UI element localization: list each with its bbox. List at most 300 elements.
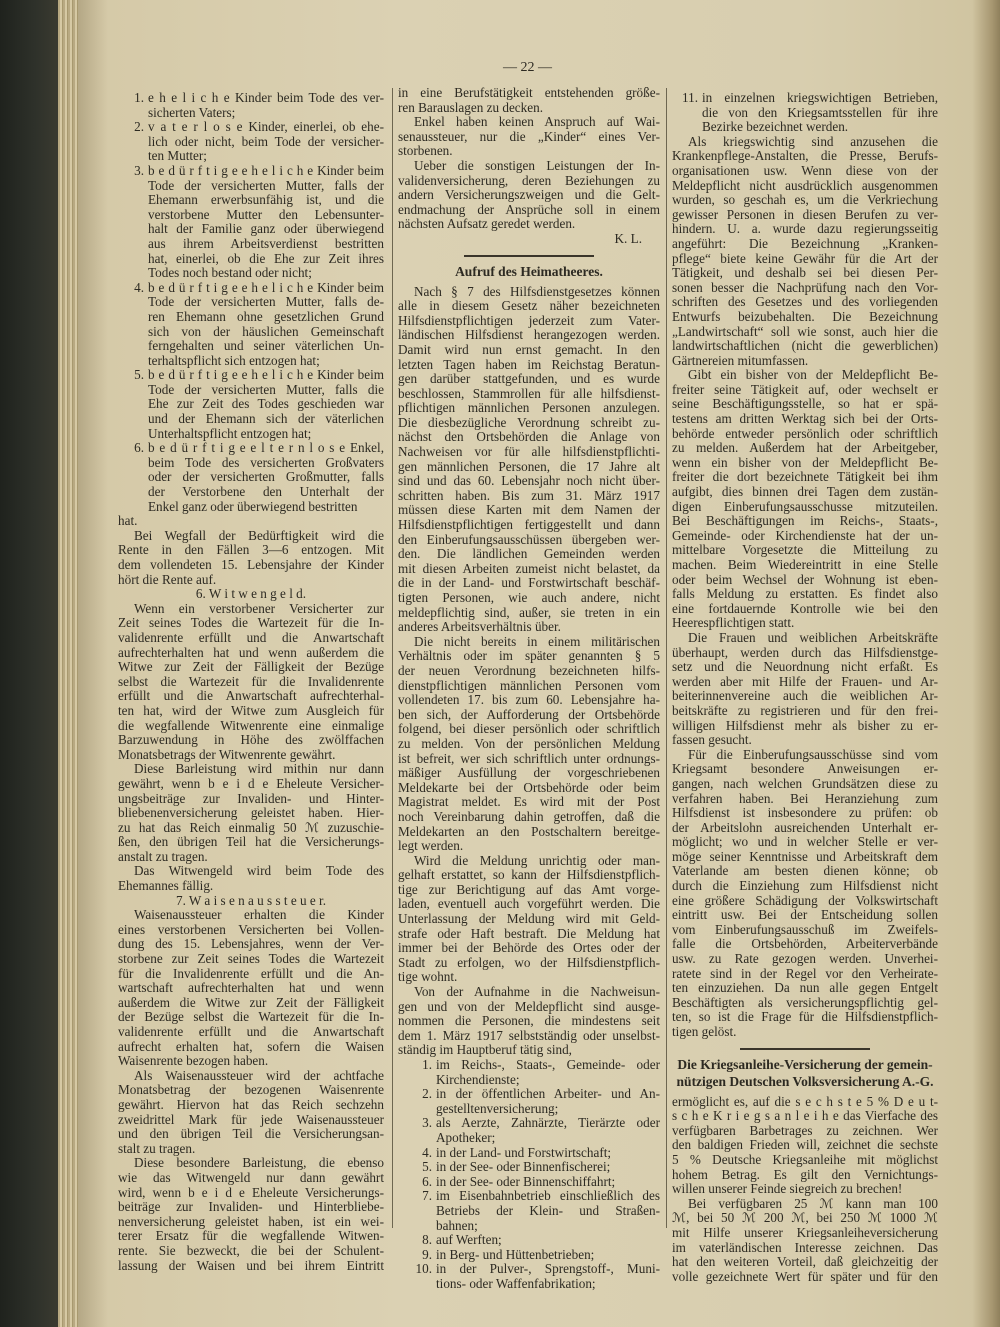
text-line: zweidrittel Mark für jede Waisenaussteuer	[118, 1111, 384, 1127]
text-line: tige wohnt.	[398, 969, 458, 985]
text-line: Vaterlande am besten dienen könne; ob	[672, 863, 938, 879]
text-line: ben sich, der Aufforderung der Ortsbehörde	[398, 706, 660, 722]
text-line: ermöglicht es, auf die s e c h s t e 5 % D e u t-	[672, 1093, 938, 1109]
list-item	[398, 1087, 660, 1116]
paragraph	[398, 635, 660, 854]
text-line: nenversicherung geleistet haben, ist ein wei-	[118, 1213, 384, 1229]
column-divider	[666, 88, 667, 1228]
section-heading: Aufruf des Heimatheeres.	[455, 263, 603, 279]
text-line: Meldekarte bei der Ortsbehörde oder beim	[398, 779, 660, 795]
text-line: mäßiger Ausfüllung der vorgeschriebenen	[398, 765, 660, 781]
text-line: oder beim Wechsel der Wohnung ist eben-	[672, 571, 938, 587]
text-line: laden, eventuell auch vorgeführt werden. Die	[398, 896, 660, 912]
text-line: Enkel ganz oder überwiegend bestritten	[148, 498, 358, 514]
text-line: aus ihrem Arbeitsverdienst bestritten	[148, 235, 384, 251]
list-item-text	[148, 164, 384, 281]
text-line: Ehe zur Zeit des Todes geschieden war	[148, 396, 384, 412]
text-line: schriften des Gesetzes und des vorliegenden	[672, 294, 938, 310]
list-item	[118, 120, 384, 164]
text-line: tigen gelöst.	[672, 1024, 737, 1039]
text-line: werden aber mit Hilfe der Frauen- und Ar-	[672, 673, 938, 689]
text-line: Waisenrente bezogen haben.	[118, 1053, 269, 1069]
text-line: bliebenenversicherung geleistet haben. Hier-	[118, 805, 384, 821]
list-number: 5.	[422, 1159, 432, 1175]
list-item	[118, 441, 384, 514]
gutter-shadow	[78, 0, 108, 1327]
text-line: volle gezeichnete Wert für später und für den	[672, 1268, 938, 1284]
paragraph	[672, 631, 938, 748]
book-binding	[0, 0, 58, 1327]
text-line: terhaltspflicht sich entzogen hat;	[148, 352, 320, 368]
text-line: Die nicht bereits in einem militärischen	[414, 633, 660, 649]
text-line: Hilfsdienst ist insbesondere zu prüfen: ob	[672, 805, 938, 821]
text-line: b e d ü r f t i g e e h e l i c h e Kinder beim	[148, 162, 384, 178]
list-item-text	[148, 281, 384, 369]
text-line: ländischen Hilfsdienst herangezogen werden.	[398, 327, 660, 343]
text-line: terer Ersatz für die wegfallende Witwen-	[118, 1228, 384, 1244]
text-line: möge seiner Kenntnisse und Arbeitskraft dem	[672, 848, 938, 864]
text-line: und den übrigen Teil die Versicherungsan-	[118, 1126, 384, 1142]
text-line: selbst die Wartezeit für die Invalidenrente	[118, 673, 384, 689]
text-line: Als kriegswichtig sind anzusehen die	[688, 133, 938, 149]
text-line: im vaterländischen Interesse zeichnen. Das	[672, 1239, 938, 1255]
text-line: im Eisenbahnbetrieb einschließlich des	[436, 1188, 660, 1204]
text-line: ren Barauslagen zu decken.	[398, 99, 543, 115]
text-line: die in der Land- und Forstwirtschaft beschäf-	[398, 575, 660, 591]
section-heading: 6. W i t w e n g e l d.	[195, 586, 307, 602]
text-line: falls Meldung zu erstatten. Es findet also	[672, 586, 938, 602]
list-item-text	[436, 1248, 660, 1263]
text-line: Nach § 7 des Hilfsdienstgesetzes können	[414, 283, 660, 299]
text-line: Hilfsdienstpflichtigen jederzeit zum Vater-	[398, 312, 660, 328]
text-line: beim Tode des versicherten Großvaters	[148, 454, 384, 470]
text-line: freiter die dort bezeichnete Tätigkeit bei ihm	[672, 469, 938, 485]
text-line: ungsbeiträge zur Invaliden- und Hinter-	[118, 790, 384, 806]
text-line: storbenen.	[398, 143, 453, 159]
text-line: ten Mutter;	[148, 148, 207, 164]
text-line: möglicht; wo und in welcher Stelle er ver-	[672, 834, 938, 850]
text-line: Hilfsdienstpflichtigen fertiggestellt und dann	[398, 517, 660, 533]
text-line: v a t e r l o s e Kinder, einerlei, ob ehe-	[148, 119, 384, 135]
text-line: ten, so ist die Frage für die Hilfsdienstpflich-	[672, 1009, 938, 1025]
text-line: in der öffentlichen Arbeiter- und An-	[436, 1086, 660, 1102]
text-line: nommen die Personen, die mindestens seit	[398, 1013, 660, 1029]
page-edges	[58, 0, 78, 1327]
text-line: hat.	[118, 513, 138, 529]
list-number: 3.	[134, 162, 144, 178]
text-line: nächst den Ortsbehörden die Anlage von	[398, 429, 660, 445]
text-line: Witwe zur Zeit der Fälligkeit der Bezüge	[118, 659, 384, 675]
text-line: müssen diese Karten mit dem Namen der	[398, 502, 660, 518]
text-line: zu melden. Außerdem hat der Arbeitgeber,	[672, 440, 938, 456]
paragraph	[398, 285, 660, 635]
text-line: Diese besondere Barleistung, die ebenso	[134, 1155, 384, 1171]
text-line: lassung der Waisen und bei ihrem Eintritt	[118, 1257, 384, 1273]
text-line: fassen gesucht.	[672, 732, 752, 748]
text-line: der Bezüge selbst die Wartezeit für die In-	[118, 1009, 384, 1025]
text-line: eine fortdauernde Kontrolle wie bei den	[672, 600, 938, 616]
text-line: landwirtschaftlichen (nicht die gewerblichen)	[672, 338, 938, 354]
list-item-text	[148, 441, 384, 514]
text-line: Wird die Meldung unrichtig oder man-	[414, 852, 660, 868]
text-line: pflichtigen männlichen Personen anzulegen.	[398, 400, 660, 416]
text-line: Magistrat meldet. Es wird mit der Post	[398, 794, 660, 810]
paragraph	[672, 135, 938, 369]
text-line: ßen, den übrigen Teil hat die Versicherungs-	[118, 834, 384, 850]
text-line: der Arbeitslohn ausreichenden Unterhalt er-	[672, 819, 938, 835]
text-line: sicherten Vaters;	[148, 104, 236, 120]
text-line: den. Die ländlichen Gemeinden werden	[398, 546, 660, 562]
text-line: beiträge zur Invaliden- und Hinterbliebe-	[118, 1199, 384, 1215]
text-line: in der See- oder Binnenschiffahrt;	[436, 1173, 616, 1189]
text-line: die wegfallende Witwenrente eine einmalige	[118, 717, 384, 733]
text-line: 5 % Deutsche Kriegsanleihe mit möglichst	[672, 1151, 938, 1167]
paragraph	[118, 1069, 384, 1157]
text-line: Barzuwendung in Höhe des zwölffachen	[118, 732, 384, 748]
text-line: legt werden.	[398, 838, 464, 854]
text-line: Das Witwengeld wird beim Tode des	[134, 863, 384, 879]
text-line: stalt zu tragen.	[118, 1140, 196, 1156]
list-item	[118, 368, 384, 441]
text-line: rente. Sie bezweckt, die bei der Schulent-	[118, 1242, 384, 1258]
text-line: Enkel haben keinen Anspruch auf Wai-	[414, 114, 660, 130]
text-line: anstalt zu tragen.	[118, 848, 208, 864]
text-line: Für die Einberufungsausschüsse sind vom	[688, 746, 938, 762]
text-line: „Landwirtschaft“ soll wie sonst, auch hier die	[672, 323, 938, 339]
text-line: Todes noch bestand oder nicht;	[148, 265, 312, 281]
author-signature: K. L.	[614, 230, 642, 246]
text-line: Heerespflichtigen statt.	[672, 615, 795, 631]
list-item-text	[436, 1058, 660, 1087]
text-line: tige zur Berichtigung auf das Amt vorge-	[398, 881, 660, 897]
text-line: lich oder nicht, beim Tode der versicher-	[148, 133, 384, 149]
text-line: Meldepflicht nicht ausdrücklich ausgenommen	[672, 177, 938, 193]
list-item-text	[148, 368, 384, 441]
text-line: in einzelnen kriegswichtigen Betrieben,	[702, 90, 938, 105]
text-line: sich von der häuslichen Gemeinschaft	[148, 323, 384, 339]
text-line: hört die Rente auf.	[118, 571, 217, 587]
text-line: ferngehalten und seiner väterlichen Un-	[148, 338, 384, 354]
paragraph	[398, 86, 660, 115]
list-item	[398, 1160, 660, 1175]
list-item	[398, 1116, 660, 1145]
text-line: Apotheker;	[436, 1129, 496, 1145]
list-number: 6.	[134, 440, 144, 456]
text-line: Wenn ein verstorbener Versicherter zur	[134, 600, 384, 616]
text-line: Tode der versicherten Mutter, falls die	[148, 381, 384, 397]
list-number: 2.	[134, 119, 144, 135]
list-number: 5.	[134, 367, 144, 383]
list-number: 7.	[422, 1188, 432, 1204]
list-number: 2.	[422, 1086, 432, 1102]
text-line: Ehemannes fällig.	[118, 878, 214, 894]
paragraph	[672, 1095, 938, 1197]
list-number: 4.	[134, 279, 144, 295]
text-line: verstorbene Mutter den Lebensunter-	[148, 206, 384, 222]
text-line: wenn ein bisher von der Meldepflicht Be-	[672, 454, 938, 470]
text-line: falle die Ortsbehörden, Arbeiterverbände	[672, 936, 938, 952]
list-item	[398, 1175, 660, 1190]
text-line: Monatsbetrag der bezogenen Waisenrente	[118, 1082, 384, 1098]
paragraph	[672, 748, 938, 1040]
list-item	[672, 91, 938, 135]
section-rule	[464, 255, 594, 257]
text-line: alle in diesem Gesetz näher bezeichneten	[398, 298, 660, 314]
list-item-text	[702, 91, 938, 135]
text-line: Zeit seines Todes die Wartezeit für die In-	[118, 615, 384, 631]
paragraph	[118, 864, 384, 893]
text-line: meldepflichtig sind, außer, sie treten in ein	[398, 604, 660, 620]
text-line: in der Land- und Forstwirtschaft;	[436, 1144, 612, 1160]
list-item	[398, 1058, 660, 1087]
text-line: auf Werften;	[436, 1232, 502, 1248]
section-heading: Die Kriegsanleihe-Versicherung der gemein-	[677, 1056, 933, 1072]
text-line: verfahren haben. Bei Heranziehung zum	[672, 790, 938, 806]
list-number: 3.	[422, 1115, 432, 1131]
text-line: beschlossen, Stammrollen für alle hilfsdienst-	[398, 385, 660, 401]
text-line: die von den Kriegsamtsstellen für ihre	[702, 104, 938, 120]
text-line: erfüllt und die Anwartschaft aufrechterhal-	[118, 688, 384, 704]
text-line: pflege“ biete keine Gewähr für die Art der	[672, 250, 938, 266]
text-line: willigen Hilfsdienst mehr als bisher zu er-	[672, 717, 938, 733]
text-line: freiter seine Tätigkeit auf, oder wechselt er	[672, 381, 938, 397]
text-line: noch Vereinbarung dahin getroffen, daß die	[398, 808, 660, 824]
paragraph	[118, 602, 384, 763]
text-line: dienstpflichtigen männlichen Personen vom	[398, 677, 660, 693]
text-line: ständig im Hauptberuf tätig sind,	[398, 1042, 572, 1058]
text-line: den baldigen Frieden will, zeichnet die sechste	[672, 1137, 938, 1153]
text-line: gelhaft erstattet, so kann der Hilfsdienstpflich-	[398, 867, 660, 883]
list-item	[398, 1233, 660, 1248]
list-item-text	[148, 120, 384, 164]
column-3	[672, 91, 938, 1284]
column-1	[118, 91, 384, 1273]
column-divider	[392, 88, 393, 1228]
text-line: e h e l i c h e Kinder beim Tode des ver-	[148, 90, 384, 105]
text-line: validenversicherung, deren Beziehungen zu	[398, 172, 660, 188]
text-line: beitskräfte zu registrieren und für den frei-	[672, 702, 938, 718]
paragraph	[398, 985, 660, 1058]
text-line: gen männlichen Personen, die 17 Jahre alt	[398, 458, 660, 474]
text-line: validenrente erfüllt und die Anwartschaft	[118, 629, 384, 645]
text-line: als Aerzte, Zahnärzte, Tierärzte oder	[436, 1115, 660, 1131]
text-line: strafe oder Haft bestraft. Die Meldung hat	[398, 925, 660, 941]
list-item-text	[436, 1262, 660, 1291]
paragraph	[398, 854, 660, 985]
list-item-text	[436, 1146, 660, 1161]
text-line: b e d ü r f t i g e e l t e r n l o s e Enkel,	[148, 440, 384, 456]
text-line: wird, wenn b e i d e Eheleute Versicherungs-	[118, 1184, 384, 1200]
list-item	[398, 1248, 660, 1263]
text-line: sind und das 60. Lebensjahr noch nicht über-	[398, 473, 660, 489]
text-line: mit diesen Arbeiten zumeist nicht belastet, da	[398, 560, 660, 576]
text-line: mittelbare Vorgesetzte die Mitteilung zu	[672, 542, 938, 558]
text-line: Gibt ein bisher von der Meldepflicht Be-	[688, 367, 938, 383]
text-line: gangen, nach welchen Grundsätzen diese zu	[672, 775, 938, 791]
text-line: setz und die Neuordnung nicht erfaßt. Es	[672, 659, 938, 675]
text-line: letzten Tagen haben im Reichstag Beratun-	[398, 356, 660, 372]
text-line: senaussteuer, nur die „Kinder“ eines Ver-	[398, 128, 660, 144]
paragraph	[118, 529, 384, 587]
text-line: eines verstorbenen Versicherten bei Vollen-	[118, 921, 384, 937]
text-line: halt der Familie ganz oder überwiegend	[148, 221, 384, 237]
text-line: verfügbaren Barbetrages zu zeichnen. Wer	[672, 1122, 938, 1138]
text-line: Monatsbetrags der Witwenrente gewährt.	[118, 746, 336, 762]
paragraph	[118, 908, 384, 1069]
paragraph	[672, 1197, 938, 1285]
text-line: seine Beschäftigungsstelle, so hat er spä-	[672, 396, 938, 412]
text-line: dung des 15. Lebensjahres, wenn der Ver-	[118, 936, 384, 952]
list-item	[398, 1189, 660, 1233]
list-item-text	[436, 1116, 660, 1145]
list-item	[118, 164, 384, 281]
text-line: ratete sind in der Regel vor den Verheirate-	[672, 965, 938, 981]
text-line: gewährt. Hiervon hat das Reich sechzehn	[118, 1096, 384, 1112]
text-line: Ehemann erwerbsunfähig ist, und die	[148, 192, 384, 208]
text-line: für die Invalidenrente erfüllt und die An-	[118, 965, 384, 981]
text-line: außerdem die Witwe zur Zeit der Fälligkeit	[118, 994, 384, 1010]
text-line: machen. Beim Wiedereintritt in eine Stelle	[672, 557, 938, 572]
text-line: ten hat, wird der Witwe zum Ausgleich für	[118, 702, 384, 718]
text-line: gewährt, wenn b e i d e Eheleute Versicher-	[118, 775, 384, 791]
text-line: in Berg- und Hüttenbetrieben;	[436, 1246, 595, 1262]
text-line: Verhältnis oder im später genannten § 5	[398, 648, 660, 664]
text-line: endmachung der Ansprüche soll in einem	[398, 201, 660, 217]
text-line: im Reichs-, Staats-, Gemeinde- oder	[436, 1057, 660, 1072]
text-line: zu melden. Von der persönlichen Meldung	[398, 735, 660, 751]
text-line: beiterinnenvereine auch die weiblichen Ar-	[672, 688, 938, 704]
text-line: Ueber die sonstigen Leistungen der In-	[414, 157, 660, 173]
paragraph	[398, 115, 660, 159]
text-line: b e d ü r f t i g e e h e l i c h e Kinder beim	[148, 367, 384, 383]
text-line: Betriebs der Klein- und Straßen-	[436, 1202, 660, 1218]
text-line: vom Einberufungsausschuß im Zweifels-	[672, 921, 938, 937]
text-line: oder der versicherten Großmutter, falls	[148, 469, 384, 485]
list-number: 6.	[422, 1173, 432, 1189]
text-line: andern Versicherungszweigen und die Gelt-	[398, 187, 660, 203]
text-line: Stadt zu erfolgen, wo der Hilfsdienstpflich-	[398, 954, 660, 970]
column-2	[398, 86, 660, 1292]
text-line: Rente in den Fällen 3—6 entzogen. Mit	[118, 542, 384, 558]
text-line: mit Hilfe unserer Kriegsanleiheversicherung	[672, 1224, 938, 1240]
paragraph	[118, 514, 384, 529]
list-item-text	[436, 1189, 660, 1233]
text-line: Gemeinde- oder Kirchendienste hat der un-	[672, 527, 938, 543]
text-line: ten einzuziehen. Da nun alle gegen Entgelt	[672, 980, 938, 996]
paragraph	[398, 159, 660, 232]
paragraph	[672, 368, 938, 631]
list-number: 1.	[134, 90, 144, 105]
text-line: gen und von der Meldepflicht sind ausge-	[398, 998, 660, 1014]
list-item-text	[436, 1087, 660, 1116]
text-line: Unterlassung der Meldung wird mit Geld-	[398, 911, 660, 927]
text-line: ℳ, bei 50 ℳ 200 ℳ, bei 250 ℳ 1000 ℳ	[672, 1210, 938, 1226]
text-line: Krankenpflege-Anstalten, die Presse, Berufs-	[672, 148, 938, 164]
text-line: bahnen;	[436, 1217, 478, 1233]
text-line: sonen besser die Nachprüfung nach den Vor-	[672, 279, 938, 295]
text-line: durch die Einziehung zum Hilfsdienst nicht	[672, 878, 938, 894]
text-line: ist befreit, wer sich schriftlich unter ordnungs-	[398, 750, 660, 766]
list-item-text	[148, 91, 384, 120]
list-number: 8.	[422, 1232, 432, 1248]
section-heading: 7. W a i s e n a u s s t e u e r.	[175, 892, 327, 908]
text-line: Die diesbezügliche Verordnung schreibt zu-	[398, 414, 660, 430]
text-line: Entwurfs beizubehalten. Die Bezeichnung	[672, 308, 938, 324]
text-line: eine größere Schädigung der Volkswirtschaft	[672, 892, 938, 908]
text-line: Meldekarten an den Postschaltern bereitge-	[398, 823, 660, 839]
text-line: Bezirke bezeichnet werden.	[702, 119, 849, 135]
text-line: in der Pulver-, Sprengstoff-, Muni-	[436, 1261, 660, 1277]
text-line: schritten haben. Bis zum 31. März 1917	[398, 487, 660, 503]
text-line: der neuen Verordnung bezeichneten hilfs-	[398, 662, 660, 678]
list-number: 10.	[415, 1261, 432, 1277]
text-line: gen darüber stattgefunden, und es wurde	[398, 371, 660, 387]
text-line: dem vollendeten 15. Lebensjahre der Kinder	[118, 557, 384, 572]
list-item	[118, 91, 384, 120]
list-number: 1.	[422, 1057, 432, 1072]
text-line: in der See- oder Binnenfischerei;	[436, 1159, 611, 1175]
text-line: tigten Personen, wie auch andere, nicht	[398, 590, 660, 605]
text-line: Waisenaussteuer erhalten die Kinder	[134, 907, 384, 923]
list-item	[398, 1262, 660, 1291]
text-line: Unterhaltspflicht entzogen hat;	[148, 425, 312, 441]
text-line: folgend, bei dieser persönlich oder schriftlich	[398, 721, 660, 737]
text-line: aufrecht erhalten hat, sofern die Waisen	[118, 1038, 384, 1054]
text-line: Bei Beschäftigungen im Reichs-, Staats-,	[672, 513, 938, 529]
paragraph	[118, 762, 384, 864]
text-line: und der Ehemann sich der väterlichen	[148, 411, 384, 427]
text-line: überhaupt, werden durch das Hilfsdienstge-	[672, 644, 938, 660]
text-line: Tode der versicherten Mutter, falls der	[148, 177, 384, 193]
text-line: Als Waisenaussteuer wird der achtfache	[134, 1067, 384, 1083]
text-line: dem 1. März 1917 selbstständig oder unselbst-	[398, 1027, 660, 1043]
text-line: Tode der versicherten Mutter, falls de-	[148, 294, 384, 310]
text-line: Von der Aufnahme in die Nachweisun-	[414, 984, 660, 1000]
text-line: Kriegsamt besondere Anweisungen er-	[672, 761, 938, 777]
text-line: aufrechterhalten hat und wenn außerdem die	[118, 644, 384, 660]
text-line: Bei Wegfall der Bedürftigkeit wird die	[134, 527, 384, 543]
paragraph	[118, 1156, 384, 1273]
list-number: 4.	[422, 1144, 432, 1160]
text-line: Beschäftigten als versicherungspflichtig gel-	[672, 994, 938, 1010]
text-line: s c h e K r i e g s a n l e i h e das Vierfache des	[672, 1108, 938, 1124]
list-item	[398, 1146, 660, 1161]
text-line: vollendeten 17. bis zum 60. Lebensjahre ha-	[398, 692, 660, 708]
text-line: hat, einerlei, ob die Ehe zur Zeit ihres	[148, 250, 384, 266]
text-line: wie das Witwengeld nur dann gewährt	[118, 1169, 384, 1185]
text-line: Tätigkeit, und deshalb sei bei diesen Per-	[672, 265, 938, 281]
text-line: Damit wird nun ernst gemacht. In den	[398, 341, 660, 357]
text-line: behörde entweder persönlich oder schriftlich	[672, 425, 938, 441]
text-line: immer bei der Behörde des Ortes oder der	[398, 940, 660, 956]
text-line: hat den weiteren Vorteil, daß gleichzeitig der	[672, 1254, 938, 1270]
list-item	[118, 281, 384, 369]
text-line: usw. zu Rate gezogen werden. Unverhei-	[672, 951, 938, 967]
text-line: in eine Berufstätigkeit entstehenden größe-	[398, 85, 660, 100]
text-line: der Verstorbene den Unterhalt der	[148, 484, 384, 500]
text-line: ren Ehemann ohne gesetzlichen Grund	[148, 308, 384, 324]
text-line: Gärtnereien mitumfassen.	[672, 352, 809, 368]
page-number: — 22 —	[503, 60, 552, 75]
text-line: validenrente erfüllt und die Anwartschaft	[118, 1024, 384, 1039]
section-heading: nützigen Deutschen Volksversicherung A.-G.	[676, 1073, 934, 1089]
text-line: Die Frauen und weiblichen Arbeitskräfte	[688, 629, 938, 645]
list-item-text	[436, 1175, 660, 1190]
text-line: nächsten Aufsatz geredet werden.	[398, 216, 576, 232]
section-rule	[740, 1048, 870, 1050]
list-number: 9.	[422, 1246, 432, 1262]
text-line: den Einberufungsausschüssen übergeben wer-	[398, 531, 660, 547]
